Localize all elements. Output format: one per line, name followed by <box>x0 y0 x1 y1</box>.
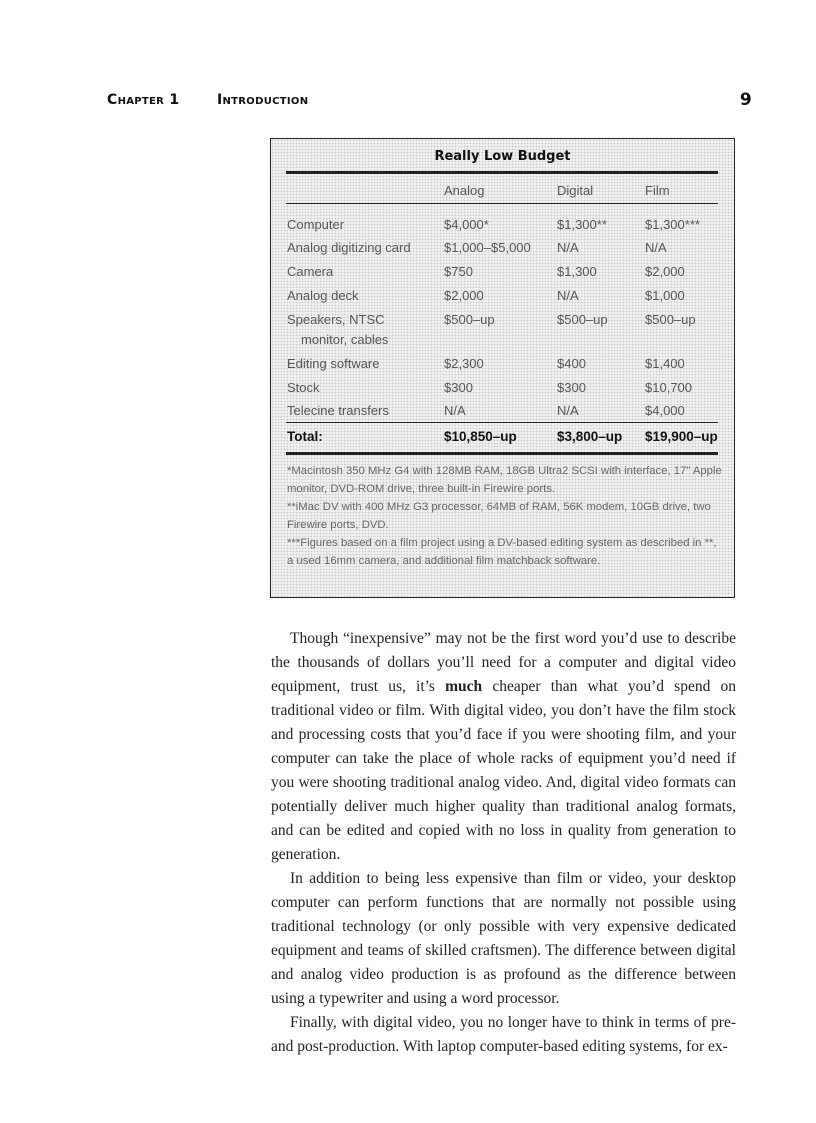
emphasis-text: much <box>445 678 483 695</box>
paragraph-text: cheaper than what you’d spend on traditional video or film. With digital video, you don’t have the film stock and processing costs that you’d face if you were shooting film, and your computer can take the place of whole racks of equipment you’d need if you were shooting traditional analog video. And, digital video formats can potentially deliver much higher quality than traditional analog formats, and can be edited and copied with no loss in quality from generation to generation. <box>271 678 737 863</box>
row-digital: $500–up <box>557 312 608 327</box>
row-item: Computer <box>287 217 345 232</box>
total-rule <box>286 422 718 423</box>
footnote: **iMac DV with 400 MHz G3 processor, 64MB of RAM, 56K modem, 10GB drive, two Firewire ports, DVD. <box>287 501 711 531</box>
row-digital: N/A <box>557 403 579 418</box>
total-film: $19,900–up <box>645 429 718 444</box>
column-header-film: Film <box>645 183 670 198</box>
paragraph-text: Though “inexpensive” may not be the first word you’d use to describe the thousands of dollars you’ll need for a computer and digital video equipment, trust us, it’s <box>271 630 736 695</box>
row-film: $4,000 <box>645 403 685 418</box>
body-text <box>271 627 736 1059</box>
row-analog: $500–up <box>444 312 495 327</box>
footnote: *Macintosh 350 MHz G4 with 128MB RAM, 18GB Ultra2 SCSI with interface, 17" Apple monitor, DVD-ROM drive, three built-in Firewire ports. <box>287 465 722 495</box>
row-digital: $1,300 <box>557 264 597 279</box>
row-film: $500–up <box>645 312 696 327</box>
chapter-label: Chapter 1 <box>107 92 180 108</box>
row-film: $10,700 <box>645 380 692 395</box>
sidebar-title: Really Low Budget <box>434 149 571 164</box>
row-digital: $1,300** <box>557 217 607 232</box>
paragraph <box>271 627 736 867</box>
section-title: Introduction <box>217 92 309 108</box>
row-analog: $1,000–$5,000 <box>444 240 531 255</box>
row-item: Speakers, NTSC <box>287 312 385 327</box>
row-analog: $2,000 <box>444 288 484 303</box>
column-header-digital: Digital <box>557 183 594 198</box>
row-analog: N/A <box>444 403 466 418</box>
total-digital: $3,800–up <box>557 429 623 444</box>
paragraph: In addition to being less expensive than film or video, your desktop computer can perform functions that are normally not possible using traditional technology (or only possible with very expensive dedicated equipment and teams of skilled craftsmen). The difference between digital and analog video production is as profound as the difference between using a typewriter and using a word processor. <box>271 870 736 1007</box>
row-item: Editing software <box>287 356 380 371</box>
row-digital: N/A <box>557 288 579 303</box>
row-digital: N/A <box>557 240 579 255</box>
row-analog: $300 <box>444 380 473 395</box>
row-item-continued: monitor, cables <box>301 332 389 347</box>
row-analog: $4,000* <box>444 217 489 232</box>
title-rule <box>286 171 718 174</box>
footnote: ***Figures based on a film project using a DV-based editing system as described in **, a used 16mm camera, and additional film matchback software. <box>287 537 717 567</box>
row-item: Telecine transfers <box>287 403 389 418</box>
row-item: Analog deck <box>287 288 359 303</box>
row-item: Camera <box>287 264 334 279</box>
row-digital: $400 <box>557 356 586 371</box>
page-number: 9 <box>739 90 752 110</box>
row-digital: $300 <box>557 380 586 395</box>
running-head <box>107 92 752 112</box>
budget-sidebar <box>270 138 735 598</box>
paragraph: Finally, with digital video, you no longer have to think in terms of pre- and post-production. With laptop computer-based editing systems, for ex- <box>271 1014 736 1055</box>
row-film: $1,300*** <box>645 217 700 232</box>
row-item: Analog digitizing card <box>287 240 411 255</box>
row-item: Stock <box>287 380 320 395</box>
row-film: $2,000 <box>645 264 685 279</box>
row-analog: $750 <box>444 264 473 279</box>
row-film: $1,400 <box>645 356 685 371</box>
total-analog: $10,850–up <box>444 429 517 444</box>
row-film: N/A <box>645 240 667 255</box>
row-analog: $2,300 <box>444 356 484 371</box>
column-header-analog: Analog <box>444 183 485 198</box>
table-bottom-rule <box>286 452 718 455</box>
header-rule <box>286 203 718 204</box>
row-film: $1,000 <box>645 288 685 303</box>
footnotes <box>287 462 723 570</box>
total-label: Total: <box>287 429 323 444</box>
